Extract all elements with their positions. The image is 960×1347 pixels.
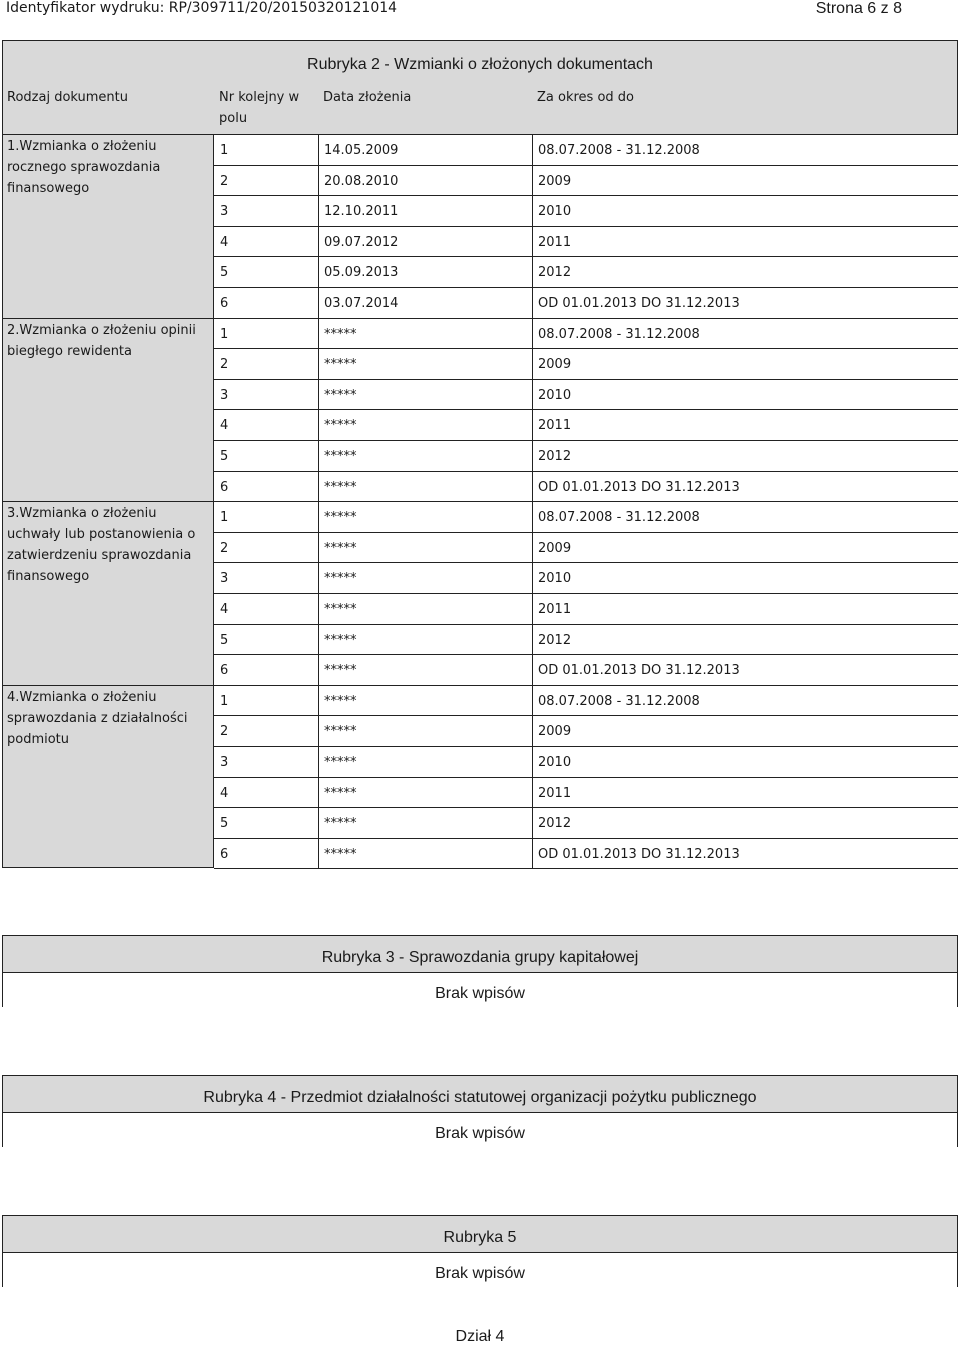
- row-date: 20.08.2010: [324, 173, 399, 189]
- row-number: 2: [220, 173, 229, 189]
- row-number: 6: [220, 296, 229, 311]
- row-period: 2010: [538, 204, 572, 220]
- column-header-nr: Nr kolejny w polu: [219, 90, 300, 126]
- rubryka-2-title: Rubryka 2 - Wzmianki o złożonych dokumentach: [307, 56, 653, 73]
- rubryka-2-grid: [213, 134, 958, 868]
- row-date: *****: [324, 449, 357, 464]
- document-type-label: 3.Wzmianka o złożeniu uchwały lub postanowienia o zatwierdzeniu sprawozdania finansowego: [7, 506, 196, 585]
- row-period: OD 01.01.2013 DO 31.12.2013: [538, 663, 740, 679]
- row-period: 2012: [538, 449, 572, 464]
- row-date: *****: [324, 785, 357, 801]
- column-header-date: Data złożenia: [323, 90, 412, 105]
- row-date: *****: [324, 418, 357, 434]
- row-number: 3: [220, 204, 229, 220]
- row-number: 4: [220, 602, 229, 617]
- table-row: [214, 472, 958, 503]
- row-number: 2: [220, 540, 229, 556]
- row-period: OD 01.01.2013 DO 31.12.2013: [538, 846, 740, 862]
- row-number: 6: [220, 479, 229, 495]
- document-type-label: 1.Wzmianka o złożeniu rocznego sprawozdania finansowego: [7, 139, 161, 196]
- row-period: 2011: [538, 234, 572, 250]
- row-period: 2009: [538, 357, 572, 373]
- table-row: [214, 747, 958, 778]
- rubryka-5-status: Brak wpisów: [435, 1265, 525, 1282]
- row-period: 2010: [538, 755, 572, 770]
- row-number: 5: [220, 449, 229, 464]
- row-period: 2009: [538, 724, 572, 740]
- row-date: *****: [324, 602, 357, 617]
- row-period: 2009: [538, 173, 572, 189]
- rubryka-3-box: [2, 935, 958, 1007]
- table-row: [214, 533, 958, 564]
- rubryka-3-status: Brak wpisów: [435, 985, 525, 1002]
- row-period: 2011: [538, 602, 572, 617]
- row-number: 6: [220, 663, 229, 679]
- row-date: *****: [324, 387, 357, 403]
- table-row: [214, 778, 958, 809]
- table-row: [214, 319, 958, 350]
- page-number: Strona 6 z 8: [815, 0, 902, 17]
- rubryka-4-box: [2, 1075, 958, 1147]
- row-number: 2: [220, 357, 229, 373]
- table-row: [214, 288, 958, 319]
- table-row: [214, 839, 958, 870]
- table-row: [214, 625, 958, 656]
- row-date: 09.07.2012: [324, 234, 399, 250]
- section-label: Dział 4: [455, 1328, 505, 1345]
- row-date: *****: [324, 479, 357, 495]
- table-row: [214, 349, 958, 380]
- row-period: OD 01.01.2013 DO 31.12.2013: [538, 296, 740, 311]
- row-period: 08.07.2008 - 31.12.2008: [538, 143, 700, 158]
- row-period: 2010: [538, 571, 572, 587]
- row-number: 1: [220, 693, 229, 709]
- table-row: [214, 716, 958, 747]
- row-date: *****: [324, 724, 357, 740]
- row-number: 1: [220, 143, 229, 158]
- row-period: 2011: [538, 418, 572, 434]
- row-number: 4: [220, 418, 229, 434]
- table-row: [214, 441, 958, 472]
- rubryka-5-title: Rubryka 5: [443, 1229, 517, 1246]
- row-period: 2009: [538, 540, 572, 556]
- row-date: *****: [324, 326, 357, 342]
- row-date: *****: [324, 510, 357, 526]
- column-header-type: Rodzaj dokumentu: [7, 90, 128, 105]
- table-row: [214, 410, 958, 441]
- row-number: 5: [220, 632, 229, 648]
- row-date: *****: [324, 755, 357, 770]
- row-date: *****: [324, 663, 357, 679]
- table-row: [214, 227, 958, 258]
- row-period: 08.07.2008 - 31.12.2008: [538, 326, 700, 342]
- table-row: [214, 257, 958, 288]
- row-number: 3: [220, 387, 229, 403]
- rubryka-3-title: Rubryka 3 - Sprawozdania grupy kapitałowej: [321, 949, 639, 966]
- column-header-period: Za okres od do: [537, 90, 634, 105]
- table-row: [214, 196, 958, 227]
- row-date: *****: [324, 693, 357, 709]
- row-date: *****: [324, 540, 357, 556]
- row-period: 08.07.2008 - 31.12.2008: [538, 693, 700, 709]
- table-row: [214, 502, 958, 533]
- row-period: 2011: [538, 785, 572, 801]
- row-number: 3: [220, 571, 229, 587]
- row-number: 5: [220, 816, 229, 832]
- table-row: [214, 380, 958, 411]
- print-header: [0, 0, 960, 20]
- row-date: 03.07.2014: [324, 296, 399, 311]
- table-row: [214, 135, 958, 166]
- row-number: 4: [220, 785, 229, 801]
- row-number: 1: [220, 326, 229, 342]
- row-period: 2010: [538, 387, 572, 403]
- rubryka-2-table: [2, 40, 958, 868]
- table-row: [214, 655, 958, 686]
- table-row: [214, 563, 958, 594]
- table-row: [214, 594, 958, 625]
- table-row: [214, 686, 958, 717]
- row-date: 14.05.2009: [324, 143, 399, 158]
- row-number: 1: [220, 510, 229, 526]
- row-period: 2012: [538, 632, 572, 648]
- document-type-label: 2.Wzmianka o złożeniu opinii biegłego rewidenta: [7, 322, 196, 359]
- rubryka-5-box: [2, 1215, 958, 1287]
- table-row: [214, 808, 958, 839]
- row-date: *****: [324, 571, 357, 587]
- row-number: 2: [220, 724, 229, 740]
- rubryka-4-status: Brak wpisów: [435, 1125, 525, 1142]
- row-period: 2012: [538, 265, 572, 281]
- print-identifier: Identyfikator wydruku: RP/309711/20/20150320121014: [6, 0, 398, 16]
- row-number: 4: [220, 234, 229, 250]
- row-number: 5: [220, 265, 229, 281]
- row-period: 08.07.2008 - 31.12.2008: [538, 510, 700, 526]
- row-date: *****: [324, 846, 357, 862]
- document-type-label: 4.Wzmianka o złożeniu sprawozdania z działalności podmiotu: [7, 689, 188, 747]
- row-date: 12.10.2011: [324, 204, 399, 220]
- row-period: 2012: [538, 816, 572, 832]
- row-number: 6: [220, 846, 229, 862]
- row-number: 3: [220, 755, 229, 770]
- row-date: *****: [324, 816, 357, 832]
- table-row: [214, 166, 958, 197]
- row-date: *****: [324, 357, 357, 373]
- row-period: OD 01.01.2013 DO 31.12.2013: [538, 479, 740, 495]
- row-date: *****: [324, 632, 357, 648]
- rubryka-4-title: Rubryka 4 - Przedmiot działalności statutowej organizacji pożytku publicznego: [203, 1089, 757, 1106]
- row-date: 05.09.2013: [324, 265, 399, 281]
